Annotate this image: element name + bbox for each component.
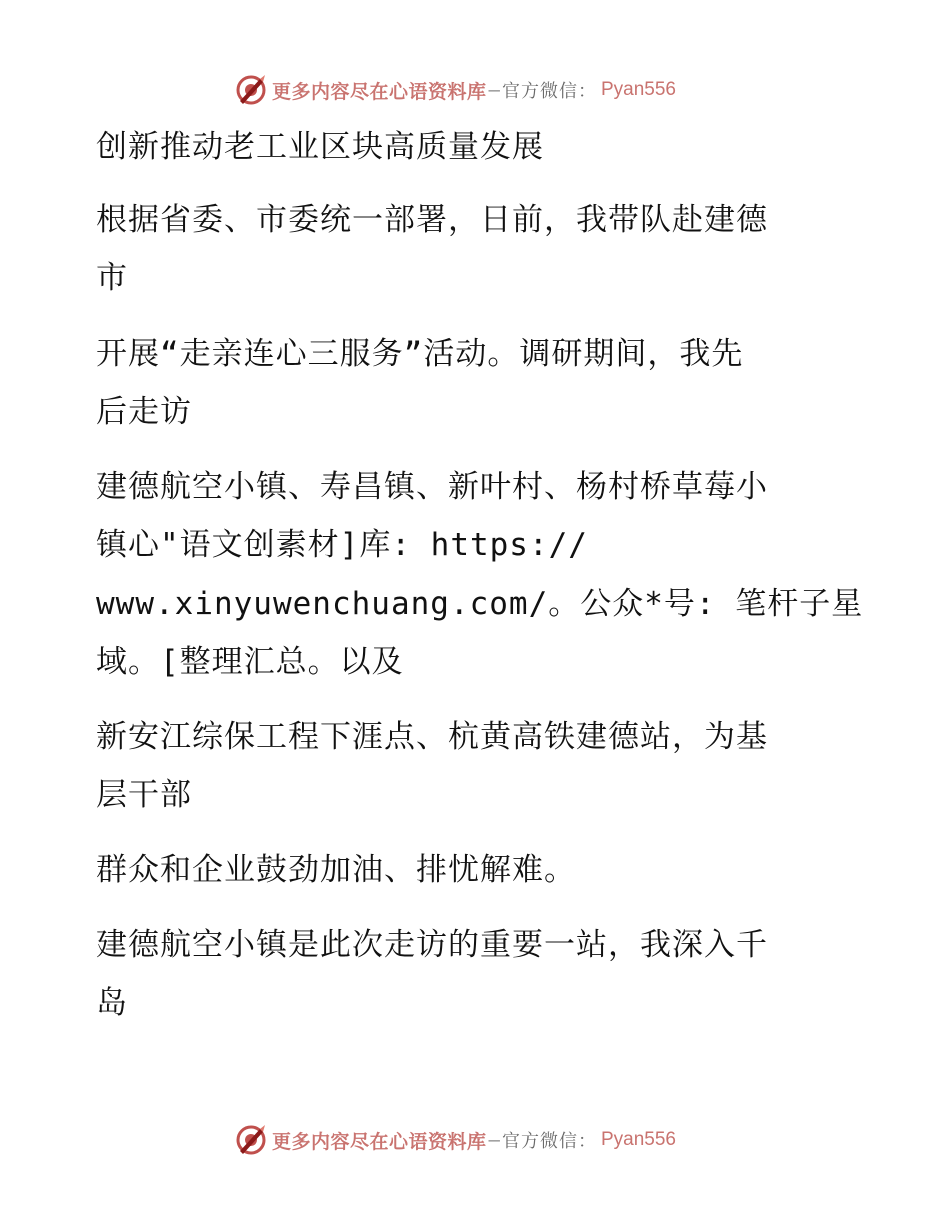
header-brand-text: 更多内容尽在心语资料库 [272,80,487,103]
footer-wechat-id: Pyan556 [600,1129,676,1150]
body-line-10: 新安江综保工程下涯点、杭黄高铁建德站，为基 [96,719,768,755]
body-line-11: 层干部 [96,777,192,813]
body-line-6: 建德航空小镇、寿昌镇、新叶村、杨村桥草莓小 [96,469,768,505]
header-wechat-id: Pyan556 [600,79,676,100]
footer-brand-text: 更多内容尽在心语资料库 [272,1130,487,1153]
body-line-14: 岛 [96,985,128,1021]
body-line-12: 群众和企业鼓劲加油、排忧解难。 [96,852,576,888]
header-wechat-label: 官方微信： [501,81,597,102]
body-line-8: www.xinyuwenchuang.com/。公众*号: 笔杆子星 [96,586,864,622]
header-dash: — [488,79,500,101]
body-line-13: 建德航空小镇是此次走访的重要一站，我深入千 [96,927,768,963]
header-banner [234,72,676,108]
body-line-2: 根据省委、市委统一部署，日前，我带队赴建德 [96,202,768,238]
footer-wechat-label: 官方微信： [501,1131,597,1152]
body-line-1: 创新推动老工业区块高质量发展 [96,129,544,165]
body-line-9: 域。[整理汇总。以及 [96,644,404,680]
body-line-7: 镇心"语文创素材]库: https:// [96,527,588,563]
footer-banner [234,1122,676,1158]
footer-dash: — [488,1129,500,1151]
quill-logo-icon [234,1123,268,1157]
quill-logo-icon [234,73,268,107]
body-line-4: 开展“走亲连心三服务”活动。调研期间，我先 [96,336,744,372]
body-line-3: 市 [96,260,128,296]
body-line-5: 后走访 [96,394,192,430]
